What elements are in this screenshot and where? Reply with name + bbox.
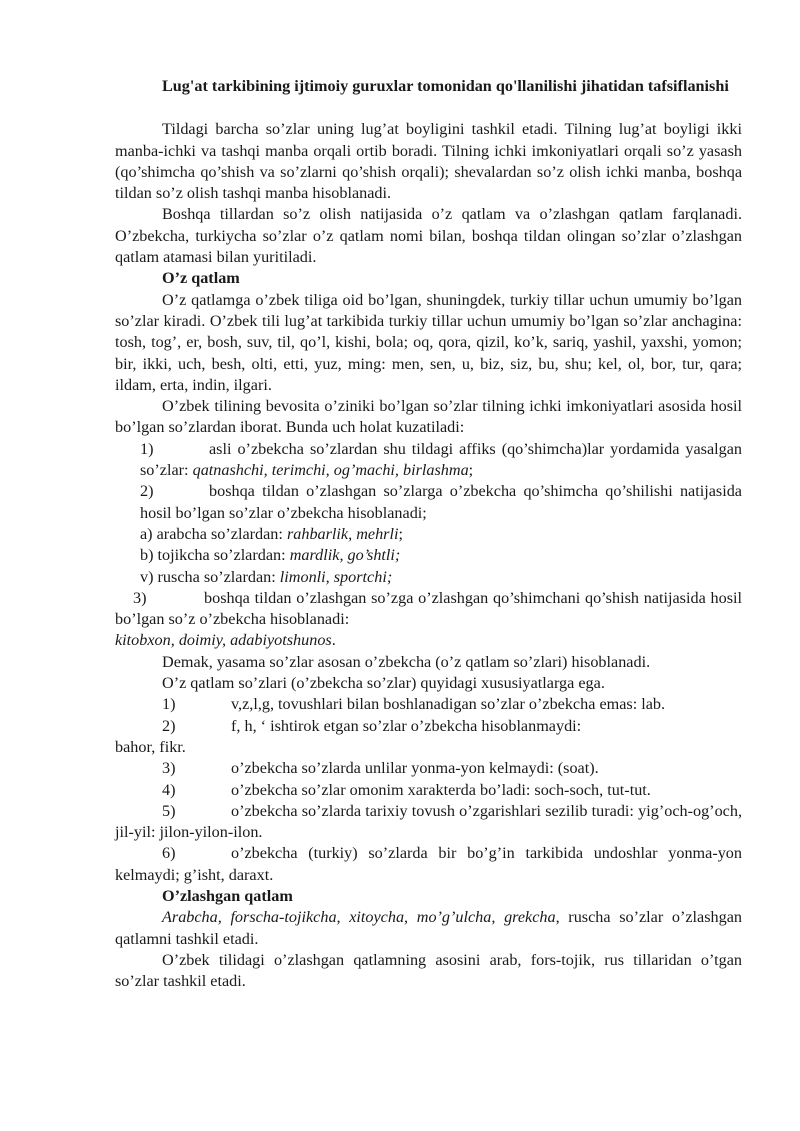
ozlashgan-qatlam-paragraph-2: O’zbek tilidagi o’zlashgan qatlamning asosini arab, fors-tojik, rus tillaridan o’tgan so’zlar tashkil etadi. [115, 950, 742, 991]
sub-item-b-examples: mardlik, go’shtli; [289, 546, 401, 565]
sub-item-a-end: ; [398, 524, 403, 543]
ozlashgan-qatlam-paragraph-1-rest: , ruscha so’zlar o’zlashgan qatlamni tashkil etadi. [115, 908, 742, 948]
feature-item-6-number: 6) [162, 844, 176, 863]
list-item-1-number: 1) [140, 439, 154, 458]
feature-item-2-number: 2) [162, 716, 176, 735]
section-heading-ozlashgan-qatlam: O’zlashgan qatlam [162, 886, 293, 905]
section-heading-oz-qatlam: O’z qatlam [162, 269, 240, 288]
feature-item-2-text: f, h, ‘ ishtirok etgan so’zlar o’zbekcha hisoblanmaydi: [231, 716, 582, 735]
sub-item-c-examples: limonli, sportchi; [279, 567, 393, 586]
feature-item-2 [115, 716, 742, 737]
list-item-1-text: asli o’zbekcha so’zlardan shu tildagi affiks (qo’shimcha)lar yordamida yasalgan so’zlar: [140, 439, 742, 480]
sub-item-a-label: a) arabcha so’zlardan: [140, 524, 287, 543]
ozlashgan-qatlam-languages: Arabcha, forscha-tojikcha, xitoycha, mo’g’ulcha, grekcha [162, 908, 556, 927]
list-item-3-examples-line [115, 630, 742, 651]
feature-item-5 [115, 801, 742, 844]
sub-item-a [115, 524, 742, 545]
list-item-3-text: boshqa tildan o’zlashgan so’zga o’zlashgan qo’shimchani qo’shish natijasida hosil bo’lgan so’z o’zbekcha hisoblanadi: [115, 588, 742, 629]
feature-item-5-text: o’zbekcha so’zlarda tarixiy tovush o’zgarishlari sezilib turadi: yig’och-og’och, jil-yil: jilon-yilon-ilon. [115, 801, 742, 842]
list-item-2-text: boshqa tildan o’zlashgan so’zlarga o’zbekcha qo’shimcha qo’shilishi natijasida hosil bo’lgan so’zlar o’zbekcha hisoblanadi; [140, 482, 742, 522]
ozlashgan-qatlam-paragraph-1 [115, 907, 742, 950]
oz-qatlam-paragraph-2: O’zbek tilining bevosita o’ziniki bo’lgan so’zlar tilning ichki imkoniyatlari asosida hosil bo’lgan so’zlardan iborat. Bunda uch holat kuzatiladi: [115, 397, 742, 437]
feature-item-3 [115, 758, 742, 779]
feature-item-6 [115, 843, 742, 886]
feature-item-1-text: v,z,l,g, tovushlari bilan boshlanadigan so’zlar o’zbekcha emas: lab. [231, 695, 666, 714]
feature-item-6-text: o’zbekcha (turkiy) so’zlarda bir bo’g’in tarkibida undoshlar yonma-yon kelmaydi; g’isht, daraxt. [115, 844, 742, 884]
list-item-3-end: . [331, 631, 336, 650]
list-item-1-examples: qatnashchi, terimchi, og’machi, birlashma [192, 461, 469, 480]
feature-item-4-text: o’zbekcha so’zlar omonim xarakterda bo’ladi: soch-soch, tut-tut. [231, 780, 651, 799]
oz-qatlam-paragraph-1: O’z qatlamga o’zbek tiliga oid bo’lgan, shuningdek, turkiy tillar uchun umumiy bo’lgan so’zlar kiradi. O’zbek tili lug’at tarkibida turkiy tillar uchun umumiy bo’lgan so’zlar anchagina: tosh, tog’, er, bosh, suv, til, qo’l, kishi, bola; oq, qora, qizil, ko’k, sariq, yashil, yaxshi, yomon; bir, ikki, uch, besh, olti, etti, yuz, ming: men, sen, u, biz, siz, bu, shu; kel, ol, bor, tur, qara; ildam, erta, indin, ilgari. [115, 290, 742, 394]
list-item-2-number: 2) [140, 482, 154, 501]
feature-item-4-number: 4) [162, 780, 176, 799]
sub-item-b-label: b) tojikcha so’zlardan: [140, 546, 290, 565]
feature-item-3-text: o’zbekcha so’zlarda unlilar yonma-yon kelmaydi: (soat). [231, 759, 599, 778]
feature-item-5-number: 5) [162, 801, 176, 820]
list-item-3-number: 3) [133, 588, 147, 607]
sub-item-b [115, 545, 742, 566]
list-item-3-examples: kitobxon, doimiy, adabiyotshunos [115, 631, 332, 650]
list-item-1-end: ; [468, 461, 474, 480]
feature-item-1 [115, 694, 742, 715]
feature-item-4 [115, 780, 742, 801]
oz-qatlam-paragraph-4: O’z qatlam so’zlari (o’zbekcha so’zlar) quyidagi xususiyatlarga ega. [162, 674, 605, 693]
oz-qatlam-paragraph-3: Demak, yasama so’zlar asosan o’zbekcha (o’z qatlam so’zlari) hisoblanadi. [162, 652, 651, 671]
sub-item-a-examples: rahbarlik, mehrli [286, 524, 399, 543]
feature-item-2-continuation: bahor, fikr. [115, 737, 186, 756]
document-page [115, 76, 742, 992]
intro-paragraph-2: Boshqa tillardan so’z olish natijasida o’z qatlam va o’zlashgan qatlam farqlanadi. O’zbekcha, turkiycha so’zlar o’z qatlam nomi bilan, boshqa tildan olingan so’zlar o’zlashgan qatlam atamasi bilan yuritiladi. [115, 205, 742, 267]
list-item-2 [115, 481, 742, 524]
feature-item-3-number: 3) [162, 759, 176, 778]
intro-paragraph-1: Tildagi barcha so’zlar uning lug’at boyligini tashkil etadi. Tilning lug’at boyligi ikki manba-ichki va tashqi manba orqali ortib boradi. Tilning ichki imkoniyatlari orqali so’z yasash (qo’shimcha qo’shish va so’zlarni qo’shish orqali); shevalardan so’z olish ichki manba, boshqa tildan so’z olish tashqi manba hisoblanadi. [115, 120, 742, 203]
feature-item-1-number: 1) [162, 695, 176, 714]
list-item-3 [115, 588, 742, 631]
sub-item-c [115, 567, 742, 588]
document-title: Lug'at tarkibining ijtimoiy guruxlar tomonidan qo'llanilishi jihatidan tafsiflanishi [162, 77, 729, 95]
sub-item-c-label: v) ruscha so’zlardan: [140, 567, 280, 586]
list-item-1 [115, 439, 742, 482]
